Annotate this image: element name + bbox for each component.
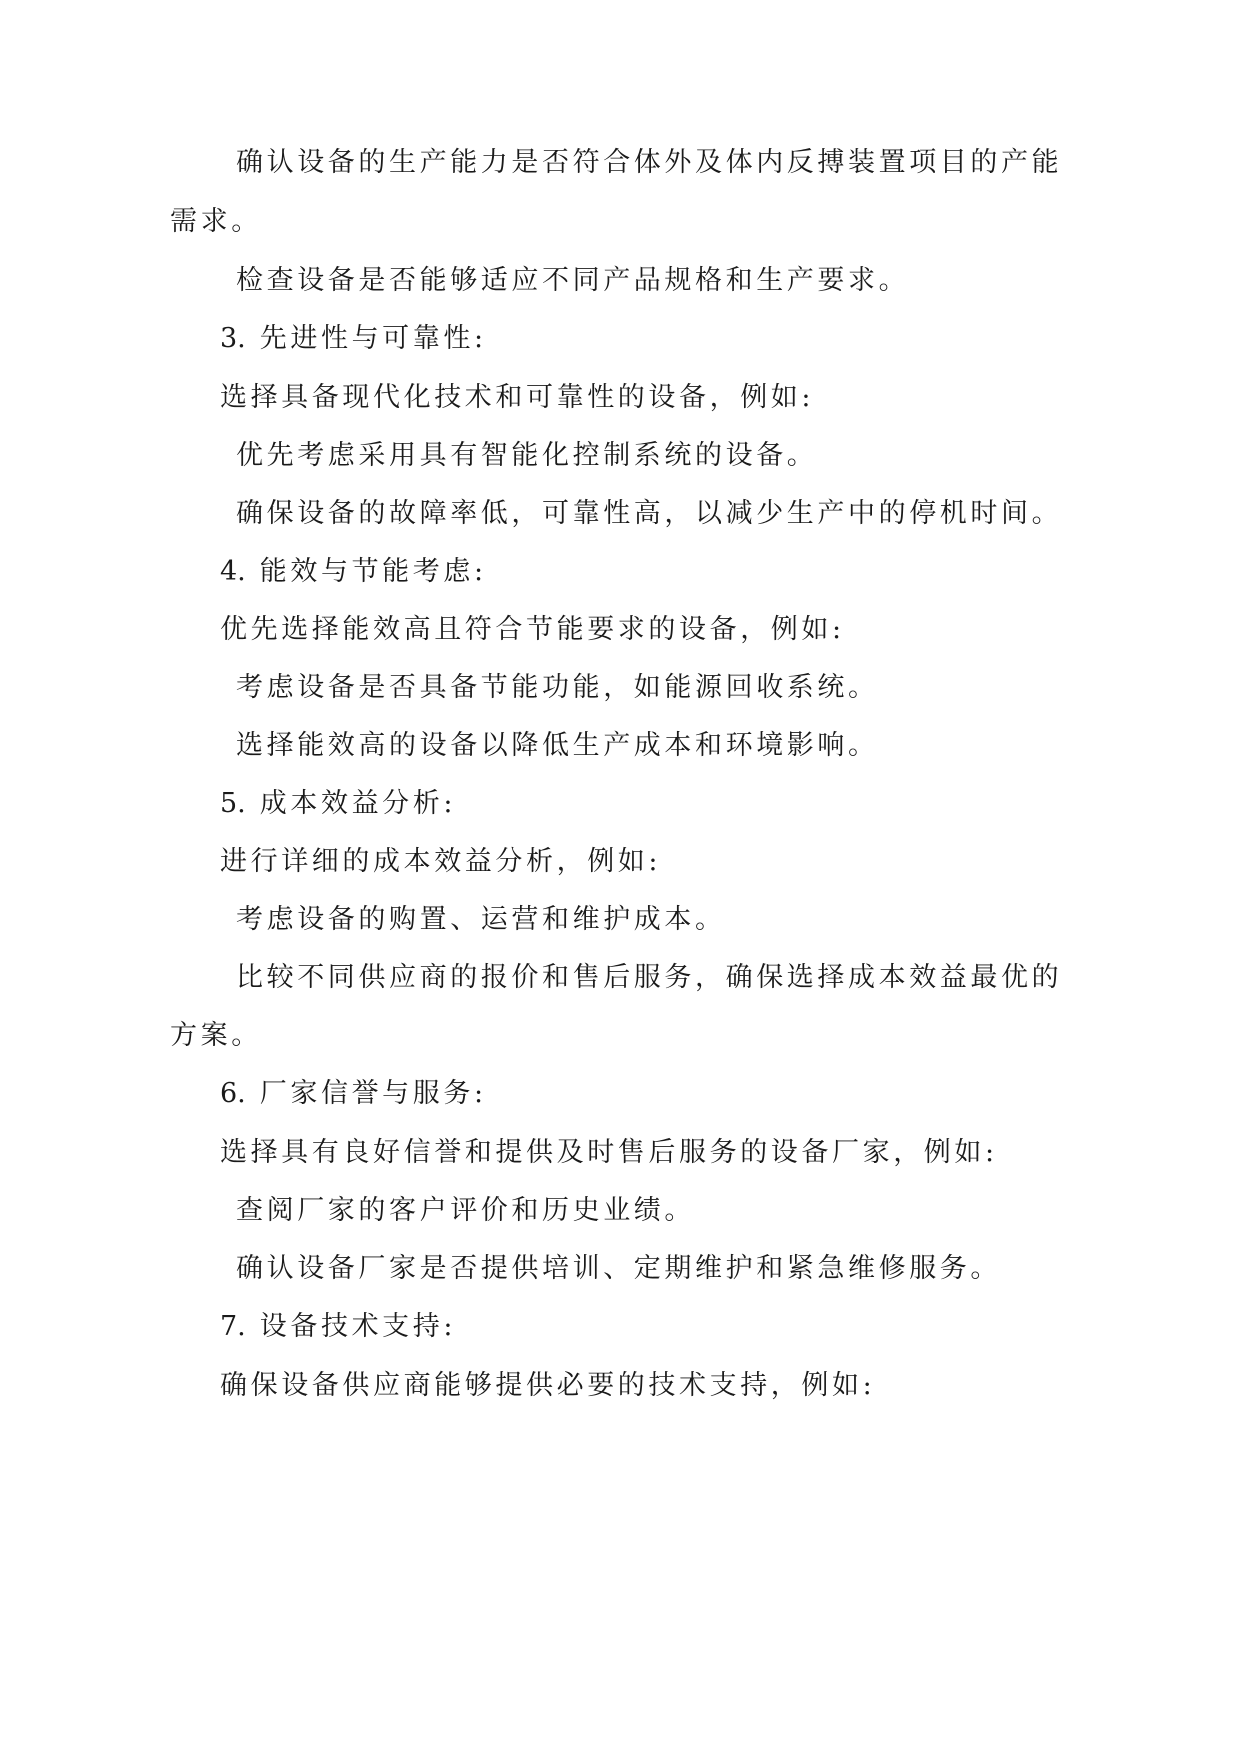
paragraph-line: 考虑设备的购置、运营和维护成本。 [236,904,726,935]
paragraph-line: 优先选择能效高且符合节能要求的设备，例如: [220,614,845,645]
section-heading [220,1079,487,1109]
section-title: 能效与节能考虑: [259,556,487,587]
paragraph-line: 进行详细的成本效益分析，例如: [220,846,662,877]
section-number: 7. [220,1311,246,1342]
section-number: 4. [220,556,246,587]
paragraph-line: 考虑设备是否具备节能功能，如能源回收系统。 [236,672,879,703]
paragraph-line: 需求。 [170,206,262,237]
paragraph-line: 优先考虑采用具有智能化控制系统的设备。 [236,440,818,471]
paragraph-line: 选择具备现代化技术和可靠性的设备，例如: [220,382,815,413]
paragraph-line: 确认设备的生产能力是否符合体外及体内反搏装置项目的产能 [236,147,1063,178]
section-title: 设备技术支持: [259,1311,457,1342]
section-heading [220,557,487,587]
section-number: 3. [220,323,246,354]
section-title: 成本效益分析: [259,788,457,819]
paragraph-line: 比较不同供应商的报价和售后服务，确保选择成本效益最优的 [236,962,1063,993]
section-number: 5. [220,788,246,819]
section-heading [220,324,487,354]
paragraph-line: 检查设备是否能够适应不同产品规格和生产要求。 [236,265,910,296]
paragraph-line: 确认设备厂家是否提供培训、定期维护和紧急维修服务。 [236,1253,1001,1284]
section-title: 先进性与可靠性: [259,323,487,354]
paragraph-line: 选择具有良好信誉和提供及时售后服务的设备厂家，例如: [220,1137,998,1168]
paragraph-line: 选择能效高的设备以降低生产成本和环境影响。 [236,730,879,761]
paragraph-line: 方案。 [170,1020,262,1051]
paragraph-line: 查阅厂家的客户评价和历史业绩。 [236,1195,695,1226]
section-number: 6. [220,1078,246,1109]
section-title: 厂家信誉与服务: [259,1078,487,1109]
section-heading [220,1312,456,1342]
section-heading [220,789,456,819]
paragraph-line: 确保设备的故障率低，可靠性高，以减少生产中的停机时间。 [236,498,1063,529]
paragraph-line: 确保设备供应商能够提供必要的技术支持，例如: [220,1370,876,1401]
